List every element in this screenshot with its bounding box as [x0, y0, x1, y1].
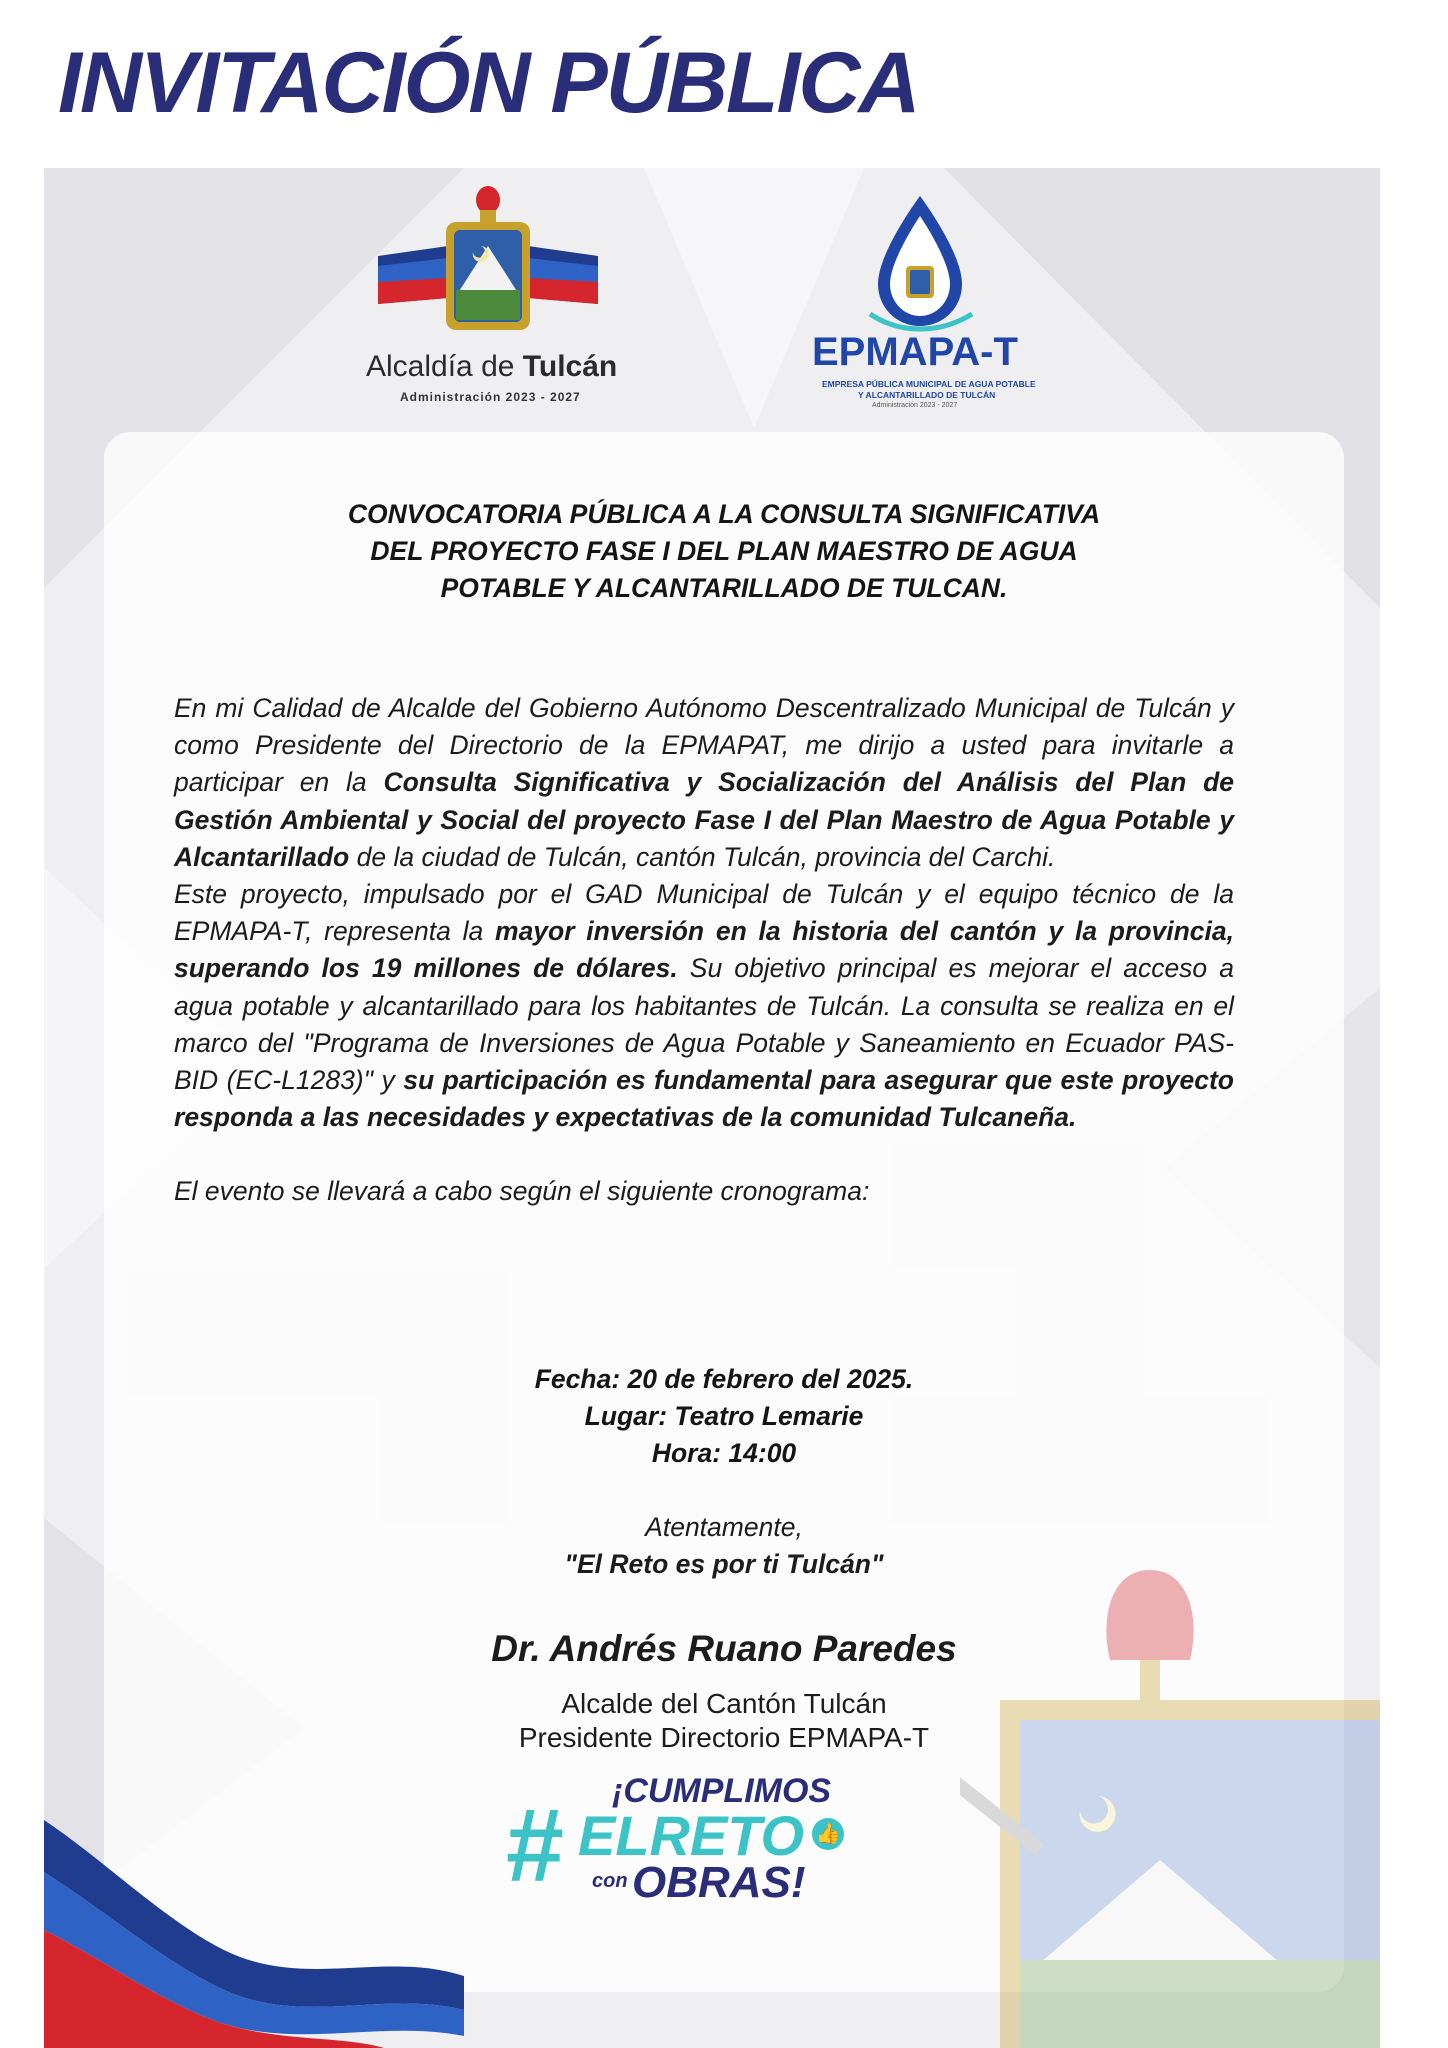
- thumbs-up-icon: 👍: [812, 1818, 844, 1850]
- text-run: Su objetivo principal es mejorar el acceso a agua potable y alcantarillado para los habitantes de Tulcán. La consulta se realiza en el marco del "Programa de Inversiones de Agua Potable y Saneamiento en Ecuador PAS-BID (EC-L1283)" y: [174, 953, 1235, 1096]
- slogan-hash: #: [506, 1788, 564, 1904]
- event-time: Hora: 14:00: [651, 1438, 797, 1468]
- event-date: Fecha: 20 de febrero del 2025.: [534, 1364, 914, 1394]
- closing-salutation: Atentamente,: [645, 1512, 803, 1542]
- slogan-line-1: ¡CUMPLIMOS: [612, 1772, 832, 1810]
- text-run-bold: Consulta Significativa y Socialización del Análisis del Plan de Gestión Ambiental y Social del proyecto Fase I del Plan Maestro de Agua Potable y Alcantarillado: [174, 767, 1234, 872]
- paragraph-schedule-intro: El evento se llevará a cabo según el siguiente cronograma:: [174, 1176, 870, 1207]
- slogan-line-2: ELRETO: [578, 1804, 805, 1867]
- flag-ribbon-decoration: [44, 1800, 464, 2048]
- text-run-bold: mayor inversión en la historia del cantón y la provincia, superando los 19 millones de dólares.: [174, 916, 1234, 984]
- signer-role: Alcalde del Cantón Tulcán: [561, 1688, 887, 1719]
- slogan-con: con: [592, 1870, 628, 1892]
- text-run: En mi Calidad de Alcalde del Gobierno Autónomo Descentralizado Municipal de Tulcán y como Presidente del Directorio de la EPMAPAT, me dirijo a usted para invitarle a participar en la: [174, 693, 1234, 798]
- paragraph-invitation: [174, 690, 1234, 876]
- epmapa-logo-subtitle-1: EMPRESA PÚBLICA MUNICIPAL DE AGUA POTABLE: [822, 379, 1036, 389]
- text-run: de la ciudad de Tulcán, cantón Tulcán, provincia del Carchi.: [349, 841, 1056, 872]
- invitation-body: [174, 690, 1234, 1211]
- document-title: [200, 496, 1248, 607]
- epmapa-logo-admin: Administración 2023 - 2027: [872, 402, 958, 409]
- alcaldia-logo-name: [366, 350, 617, 384]
- coat-of-arms-watermark: [960, 1560, 1380, 2048]
- title-line: CONVOCATORIA PÚBLICA A LA CONSULTA SIGNIFICATIVA: [347, 499, 1101, 529]
- signer-role: Presidente Directorio EPMAPA-T: [518, 1722, 930, 1753]
- slogan-line-3: OBRAS!: [632, 1858, 806, 1907]
- page-headline: INVITACIÓN PÚBLICA: [58, 35, 919, 131]
- campaign-slogan: [506, 1772, 906, 1922]
- alcaldia-coat-of-arms-logo: [378, 186, 598, 356]
- epmapa-water-drop-logo: [860, 196, 980, 336]
- text-run-bold: su participación es fundamental para asegurar que este proyecto responda a las necesidades y expectativas de la comunidad Tulcaneña.: [174, 1065, 1234, 1133]
- text-run: Este proyecto, impulsado por el GAD Municipal de Tulcán y el equipo técnico de la EPMAPA-T, representa la: [174, 879, 1234, 947]
- epmapa-logo-name: EPMAPA-T: [812, 330, 1018, 374]
- alcaldia-name-prefix: Alcaldía de: [366, 350, 523, 383]
- signer-name: Dr. Andrés Ruano Paredes: [491, 1628, 957, 1669]
- alcaldia-logo-admin: Administración 2023 - 2027: [400, 390, 581, 404]
- event-place: Lugar: Teatro Lemarie: [584, 1401, 864, 1431]
- title-line: DEL PROYECTO FASE I DEL PLAN MAESTRO DE AGUA: [370, 536, 1078, 566]
- paragraph-project: [174, 876, 1234, 1136]
- alcaldia-name-city: Tulcán: [522, 350, 618, 383]
- epmapa-logo-subtitle-2: Y ALCANTARILLADO DE TULCÁN: [858, 390, 996, 400]
- closing-motto: "El Reto es por ti Tulcán": [564, 1549, 884, 1579]
- title-line: POTABLE Y ALCANTARILLADO DE TULCAN.: [440, 573, 1008, 603]
